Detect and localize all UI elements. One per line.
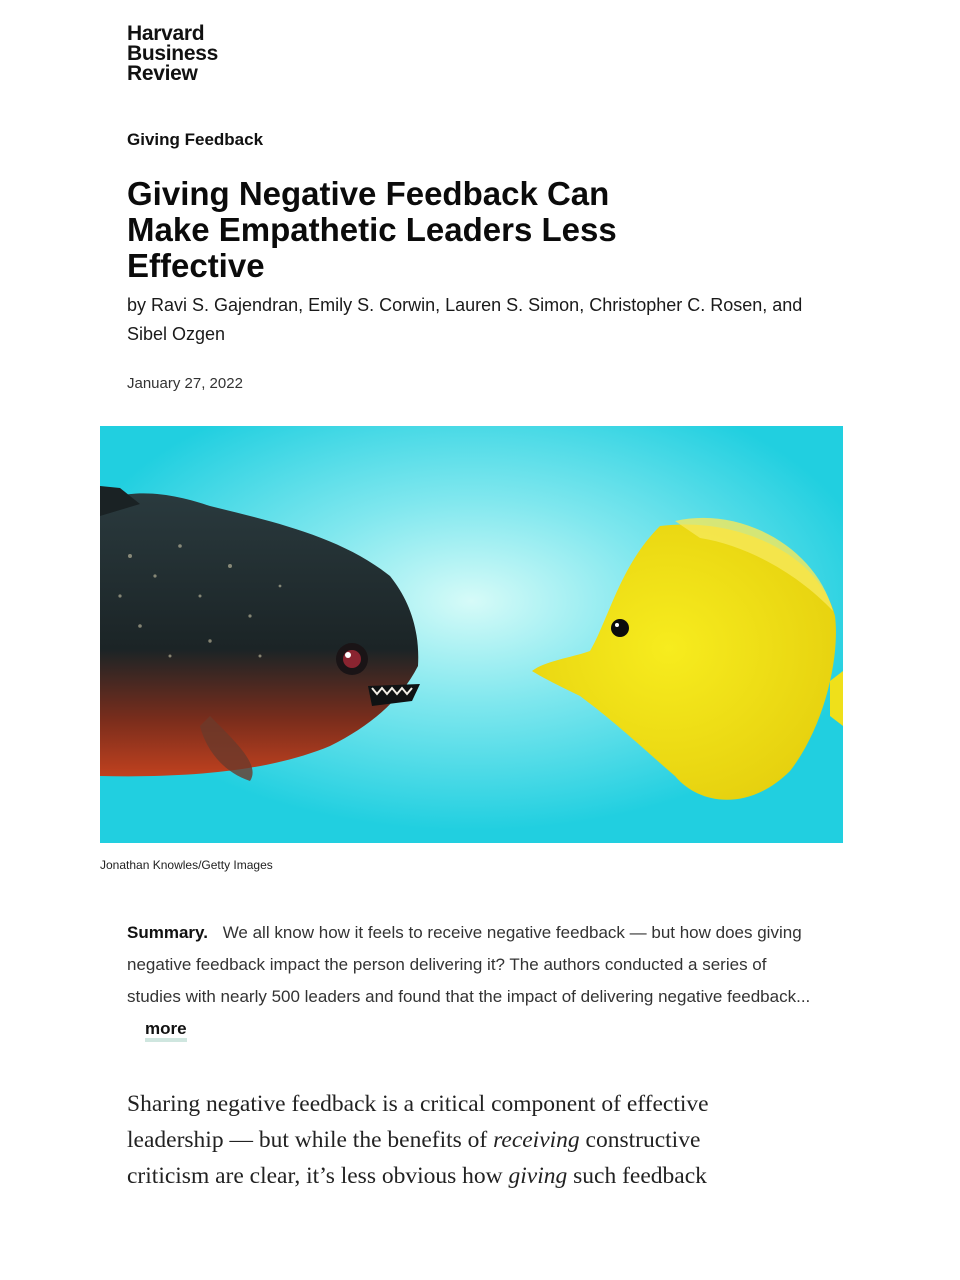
image-credit: Jonathan Knowles/Getty Images — [100, 858, 273, 872]
logo-line-business: Business — [127, 42, 218, 65]
summary-block — [127, 917, 817, 1045]
fish-illustration — [100, 426, 843, 843]
byline: by Ravi S. Gajendran, Emily S. Corwin, Lauren S. Simon, Christopher C. Rosen, and Sibel Ozgen — [127, 295, 803, 344]
body-emphasis-receiving: receiving — [493, 1127, 580, 1153]
logo-line-harvard: Harvard — [127, 22, 205, 45]
publish-date: January 27, 2022 — [127, 375, 243, 392]
logo-line-review: Review — [127, 62, 198, 85]
summary-text: We all know how it feels to receive negative feedback — but how does giving negative feedback impact the person delivering it? The authors conducted a series of studies with nearly 500 leaders and found that the impact of delivering negative feedback... — [127, 923, 811, 1006]
body-text-2: constructive criticism are clear, it’s less obvious how — [127, 1127, 701, 1189]
article-body — [127, 1086, 787, 1194]
hbr-logo[interactable] — [127, 24, 218, 84]
topic-link[interactable]: Giving Feedback — [127, 130, 264, 149]
body-text-1: Sharing negative feedback is a critical component of effective leadership — but while the benefits of — [127, 1091, 709, 1153]
hero-image — [100, 426, 843, 843]
body-emphasis-giving: giving — [508, 1163, 568, 1189]
summary-label: Summary. — [127, 923, 208, 942]
body-text-3: such feedback — [567, 1163, 707, 1189]
article-title: Giving Negative Feedback Can Make Empathetic Leaders Less Effective — [127, 175, 617, 284]
summary-more-link[interactable]: more — [145, 1019, 187, 1042]
